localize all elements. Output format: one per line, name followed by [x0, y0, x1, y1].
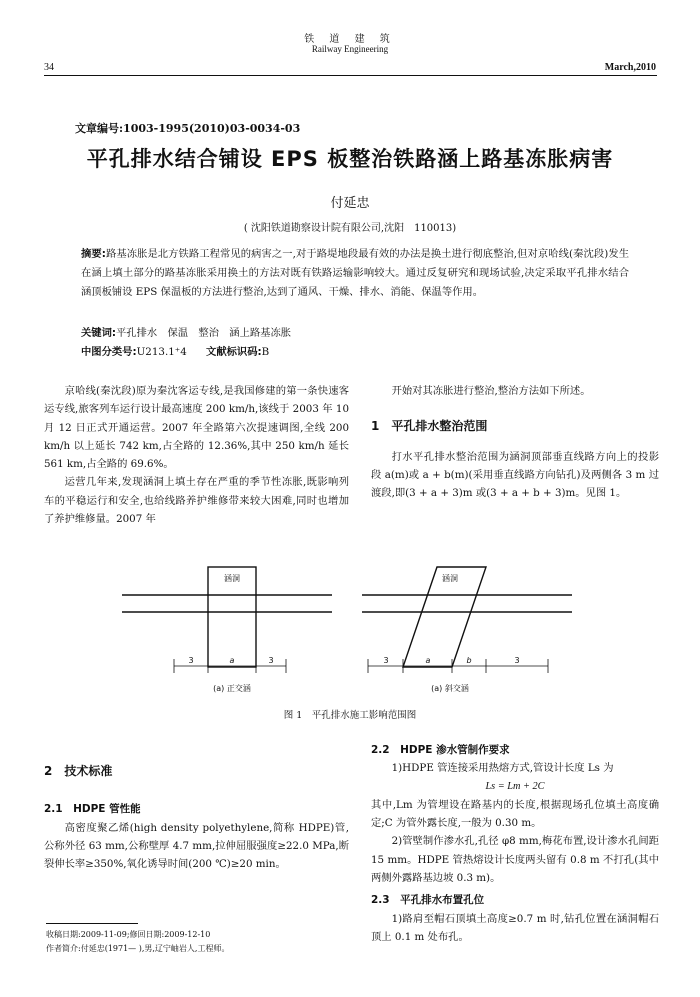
left-column-bottom — [44, 762, 349, 873]
abstract — [81, 245, 629, 302]
section-2-3-item-1: 1)路肩至帽石顶填土高度≥0.7 m 时,钻孔位置在涵洞帽石顶上 0.1 m 处布孔。 — [371, 912, 659, 943]
figure-1-diagram — [110, 555, 600, 705]
section-2-heading: 2 技术标准 — [44, 764, 113, 778]
doc-code: B — [261, 346, 270, 358]
doc-code-label: 文献标识码: — [206, 346, 262, 358]
keywords-label: 关键词: — [81, 327, 117, 339]
right-culvert-label: 涵洞 — [442, 574, 458, 583]
intro-paragraph-1: 京哈线(秦沈段)原为秦沈客运专线,是我国修建的第一条快速客运专线,旅客列车运行设计最高速度 200 km/h,该线于 2003 年 10 月 12 日正式开通运营。2007 年全路第六次提速调图,全线 200 km/h 以上延长 742 km,占全路的 12.36%,其中 250 km/h 延长 561 km,占全路的 69.6%。 — [44, 385, 349, 471]
left-culvert-label: 涵洞 — [224, 574, 240, 583]
abstract-text: 路基冻胀是北方铁路工程常见的病害之一,对于路堤地段最有效的办法是换土进行彻底整治,但对京哈线(秦沈段)发生在涵上填土部分的路基冻胀采用换土的方法对既有铁路运输影响较大。通过反复研究和现场试验,决定采取平孔排水结合涵顶板铺设 EPS 保温板的方法进行整治,达到了通风、干燥、排水、消能、保温等作用。 — [81, 248, 629, 298]
author: 付延忠 — [330, 196, 370, 211]
journal-name-en: Railway Engineering — [311, 44, 389, 54]
right-column-bottom — [371, 741, 659, 946]
abstract-label: 摘要: — [81, 248, 106, 260]
classification — [81, 343, 269, 358]
left-column-top — [44, 382, 349, 528]
keywords-text: 平孔排水 保温 整治 涵上路基冻胀 — [116, 327, 292, 339]
left-subfigure-caption: (a) 正交涵 — [213, 684, 251, 693]
intro-paragraph-2: 运营几年来,发现涵洞上填土存在严重的季节性冻胀,既影响列车的平稳运行和安全,也给线路养护维修带来较大困难,同时也增加了养护维修量。2007 年 — [44, 476, 349, 526]
page-number: 34 — [44, 62, 54, 73]
left-dim-3b: 3 — [268, 656, 274, 665]
left-dim-a: a — [229, 656, 235, 665]
right-dim-a: a — [425, 656, 431, 665]
header-rule — [44, 75, 657, 76]
section-1-heading: 1 平孔排水整治范围 — [371, 419, 488, 434]
paper-title: 平孔排水结合铺设 EPS 板整治铁路涵上路基冻胀病害 — [86, 147, 614, 171]
left-dim-3a: 3 — [188, 656, 194, 665]
right-dim-b: b — [466, 656, 472, 665]
affiliation: ( 沈阳铁道勘察设计院有限公司,沈阳 110013) — [243, 223, 457, 234]
class-label: 中图分类号: — [81, 346, 137, 358]
right-dim-3a: 3 — [383, 656, 389, 665]
article-number: 文章编号:1003-1995(2010)03-0034-03 — [75, 122, 301, 135]
class-number: U213.1⁺4 — [136, 346, 187, 358]
author-bio: 作者简介:付延忠(1971— ),男,辽宁岫岩人,工程师。 — [46, 944, 230, 953]
section-2-2-item-1: 1)HDPE 管连接采用热熔方式,管设计长度 Ls 为 — [391, 762, 614, 775]
section-2-1-heading: 2.1 HDPE 管性能 — [44, 803, 141, 816]
length-formula: Ls = Lm + 2C — [485, 780, 545, 792]
footnote-rule — [46, 923, 138, 924]
intro-paragraph-3: 开始对其冻胀进行整治,整治方法如下所述。 — [391, 385, 591, 397]
section-2-1-text: 高密度聚乙烯(high density polyethylene,简称 HDPE)管,公称外径 63 mm,公称壁厚 4.7 mm,拉伸屈服强度≥22.0 MPa,断裂伸长率≥350%,氧化诱导时间(200 ℃)≥20 min。 — [44, 821, 349, 871]
section-2-2-formula-explanation: 其中,Lm 为管埋设在路基内的长度,根据现场孔位填土高度确定;C 为管外露长度,一般为 0.30 m。 — [371, 798, 659, 830]
issue-date: March,2010 — [604, 62, 656, 73]
section-2-3-heading: 2.3 平孔排水布置孔位 — [371, 894, 485, 907]
section-2-2-heading: 2.2 HDPE 渗水管制作要求 — [371, 744, 510, 756]
section-2-2-item-2: 2)管壁制作渗水孔,孔径 φ8 mm,梅花布置,设计渗水孔间距 15 mm。HDPE 管热熔设计长度两头留有 0.8 m 不打孔(其中两侧外露路基边坡 0.3 m)。 — [371, 835, 659, 885]
keywords — [81, 324, 291, 339]
figure-1-caption: 图 1 平孔排水施工影响范围图 — [283, 710, 417, 721]
right-column-top — [371, 382, 659, 502]
received-dates: 收稿日期:2009-11-09;修回日期:2009-12-10 — [46, 930, 211, 939]
right-dim-3b: 3 — [514, 656, 520, 665]
journal-name-cn: 铁 道 建 筑 — [304, 34, 396, 45]
right-subfigure-caption: (a) 斜交涵 — [431, 684, 469, 693]
section-1-text: 打水平孔排水整治范围为涵洞顶部垂直线路方向上的投影段 a(m)或 a + b(m)(采用垂直线路方向钻孔)及两侧各 3 m 过渡段,即(3 + a + 3)m 或(3 + a + b + 3)m。见图 1。 — [371, 450, 659, 500]
